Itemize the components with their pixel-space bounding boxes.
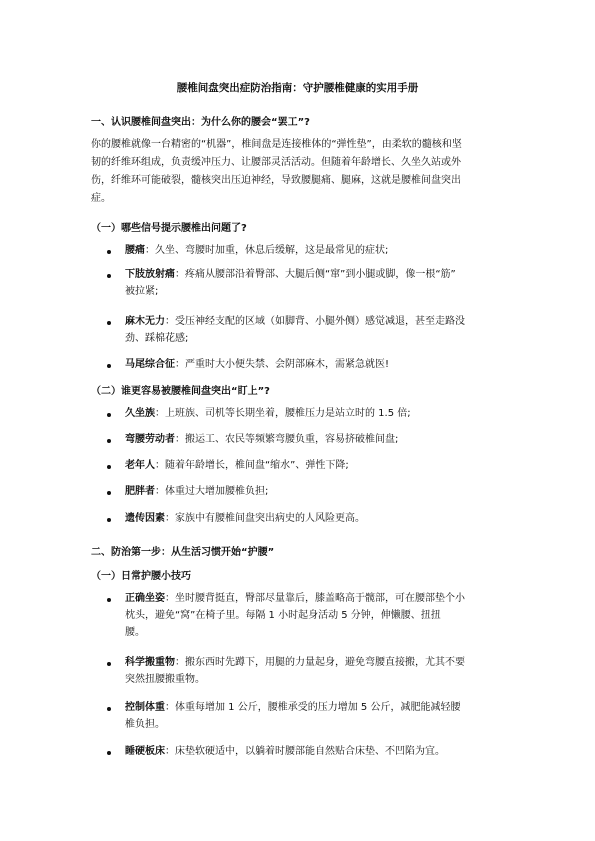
list-text: ：坐时腰背挺直，臀部尽量靠后，膝盖略高于髋部，可在腰部垫个小: [165, 593, 465, 604]
list-text: ：疼痛从腰部沿着臀部、大腿后侧“窜”到小腿或脚，像一根“筋”: [175, 269, 456, 280]
list-text: ：严重时大小便失禁、会阴部麻木，需紧急就医!: [175, 359, 390, 370]
subsection2-heading: （二）谁更容易被腰椎间盘突出“盯上”?: [91, 386, 270, 397]
list-term: 控制体重: [125, 702, 165, 713]
subsection3-heading: （一）日常护腰小技巧: [91, 571, 191, 582]
section1-intro: [91, 136, 511, 208]
section2-heading: 二、防治第一步：从生活习惯开始“护腰”: [91, 547, 275, 558]
list-text: 突然扭腰搬重物。: [125, 673, 205, 685]
bullet-dot: [107, 250, 111, 254]
intro-line: 伤，纤维环可能破裂，髓核突出压迫神经，导致腰腿痛、腿麻，这就是腰椎间盘突出: [91, 175, 461, 186]
list-term: 老年人: [125, 460, 155, 471]
bullet-dot: [107, 518, 111, 522]
list-text: 劲、踩棉花感;: [125, 332, 189, 344]
list-term: 遗传因素: [125, 513, 165, 524]
list-term: 睡硬板床: [125, 746, 165, 757]
bullet-dot: [107, 321, 111, 325]
list-text: 枕头，避免“窝”在椅子里。每隔 1 小时起身活动 5 分钟，伸懒腰、扭扭: [125, 609, 441, 621]
list-term: 久坐族: [125, 408, 155, 419]
list-text: 被拉紧;: [125, 285, 159, 297]
bullet-dot: [107, 274, 111, 278]
list-text: ：床垫软硬适中，以躺着时腰部能自然贴合床垫、不凹陷为宜。: [165, 746, 445, 757]
list-term: 肥胖者: [125, 486, 155, 497]
list-text: ：久坐、弯腰时加重，休息后缓解，这是最常见的症状;: [145, 245, 389, 256]
bullet-dot: [107, 662, 111, 666]
list-text: ：随着年龄增长，椎间盘“缩水”、弹性下降;: [155, 460, 349, 471]
subsection1-heading: （一）哪些信号提示腰椎出问题了?: [91, 223, 247, 234]
list-term: 正确坐姿: [125, 593, 165, 604]
list-term: 麻木无力: [125, 316, 165, 327]
bullet-dot: [107, 751, 111, 755]
section1-heading: 一、认识腰椎间盘突出：为什么你的腰会“罢工”?: [91, 117, 310, 128]
bullet-dot: [107, 364, 111, 368]
list-text: 椎负担。: [125, 718, 165, 730]
list-text: 腰。: [125, 626, 145, 638]
list-term: 科学搬重物: [125, 657, 175, 668]
list-term: 马尾综合征: [125, 359, 175, 370]
list-text: ：体重每增加 1 公斤，腰椎承受的压力增加 5 公斤，减肥能减轻腰: [165, 702, 461, 713]
list-text: ：上班族、司机等长期坐着，腰椎压力是站立时的 1.5 倍;: [155, 408, 411, 419]
bullet-dot: [107, 598, 111, 602]
list-term: 下肢放射痛: [125, 269, 175, 280]
list-text: ：受压神经支配的区域（如脚背、小腿外侧）感觉减退，甚至走路没: [165, 316, 465, 327]
list-text: ：搬运工、农民等频繁弯腰负重，容易挤破椎间盘;: [175, 434, 399, 445]
list-text: ：搬东西时先蹲下，用腿的力量起身，避免弯腰直接搬，尤其不要: [175, 657, 465, 668]
list-term: 弯腰劳动者: [125, 434, 175, 445]
intro-line: 症。: [91, 193, 111, 204]
bullet-dot: [107, 491, 111, 495]
intro-line: 你的腰椎就像一台精密的“机器”，椎间盘是连接椎体的“弹性垫”，由柔软的髓核和坚: [91, 139, 462, 150]
bullet-dot: [107, 439, 111, 443]
bullet-dot: [107, 413, 111, 417]
list-text: ：体重过大增加腰椎负担;: [155, 486, 269, 497]
document-title: 腰椎间盘突出症防治指南：守护腰椎健康的实用手册: [176, 82, 419, 94]
list-term: 腰痛: [125, 245, 145, 256]
intro-line: 韧的纤维环组成，负责缓冲压力、让腰部灵活活动。但随着年龄增长、久坐久站或外: [91, 157, 461, 168]
list-text: ：家族中有腰椎间盘突出病史的人风险更高。: [165, 513, 365, 524]
bullet-dot: [107, 465, 111, 469]
bullet-dot: [107, 707, 111, 711]
